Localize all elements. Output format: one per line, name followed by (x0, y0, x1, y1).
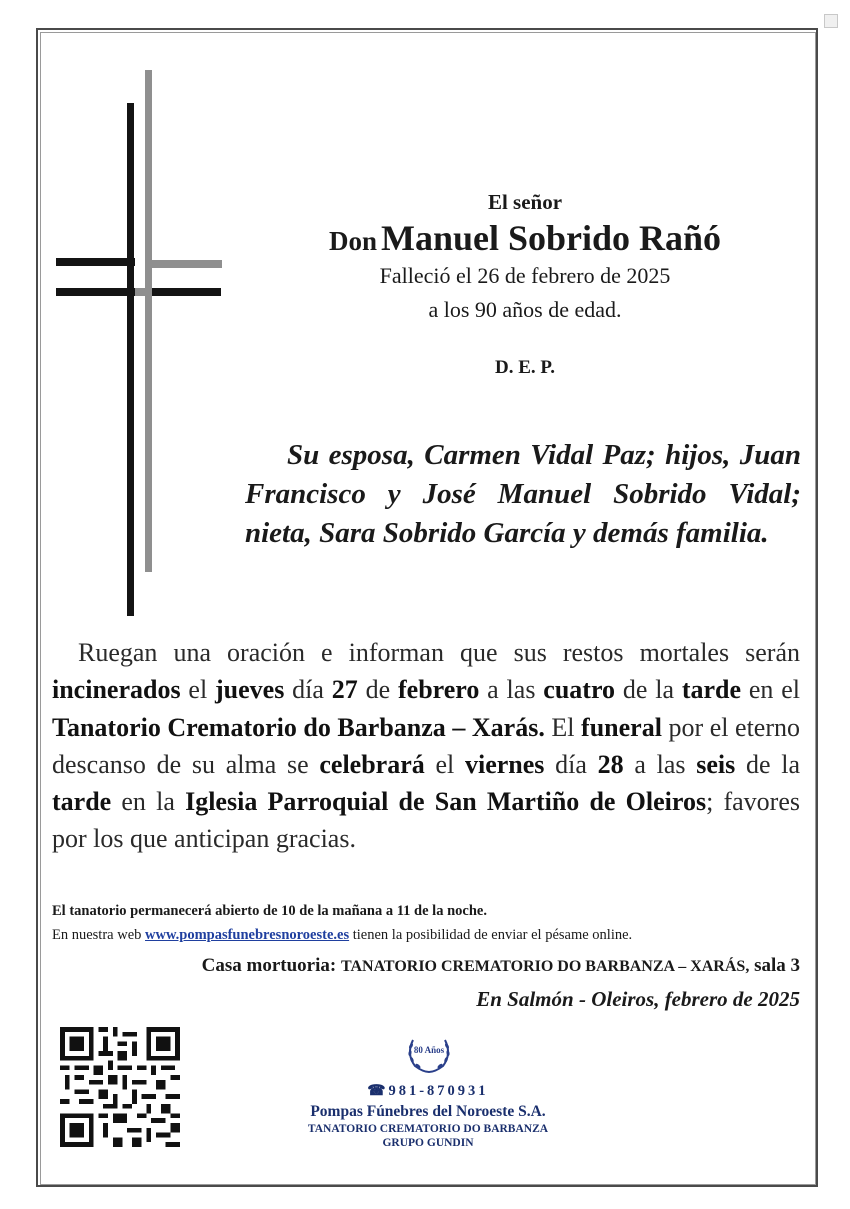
text-run: día (284, 675, 332, 705)
page-corner-marker (824, 14, 838, 28)
web-note-prefix: En nuestra web (52, 927, 146, 943)
casa-room: sala 3 (749, 955, 800, 976)
text-run-bold: tarde (681, 675, 742, 705)
text-run-bold: funeral (581, 712, 662, 742)
family-text: Su esposa, Carmen Vidal Paz; hijos, Juan Francisco y José Manuel Sobrido Vidal; nieta, Sara Sobrido García y demás familia. (245, 439, 801, 549)
text-run-bold: jueves (215, 675, 285, 705)
cross-gray-horizontal (145, 260, 222, 268)
full-name: Manuel Sobrido Rañó (380, 218, 722, 258)
text-run: el (424, 749, 465, 779)
place-date: En Salmón - Oleiros, febrero de 2025 (476, 987, 800, 1011)
company-name: Pompas Fúnebres del Noroeste S.A. (310, 1103, 546, 1120)
web-note-suffix: tienen la posibilidad de enviar el pésame online. (349, 927, 633, 943)
qr-code-icon (60, 1027, 180, 1147)
text-run-bold: 28 (597, 749, 624, 779)
cross-black-upper-arm (56, 258, 135, 266)
text-run: el (180, 675, 216, 705)
text-run-bold: cuatro (543, 675, 616, 705)
family-list (245, 436, 801, 553)
age: a los 90 años de edad. (428, 297, 622, 322)
cross-gray-vertical (145, 70, 152, 572)
casa-venue: TANATORIO CREMATORIO DO BARBANZA – XARÁS, (340, 958, 750, 975)
logo-text: 80 Años (413, 1045, 445, 1055)
text-run: de la (615, 675, 682, 705)
text-run: en la (111, 787, 186, 817)
company-footer (258, 1083, 598, 1149)
deceased-header (250, 190, 800, 379)
website-link[interactable]: www.pompasfunebresnoroeste.es (145, 927, 350, 943)
funeral-home-line (202, 955, 800, 977)
text-run: por el eterno descanso de su alma se (52, 712, 800, 779)
opening-hours-note: El tanatorio permanecerá abierto de 10 de la mañana a 11 de la noche. (52, 903, 487, 919)
text-run: a las (479, 675, 544, 705)
cross-gray-lower-arm (135, 288, 152, 296)
casa-label: Casa mortuoria: (201, 955, 341, 976)
ceremony-paragraph (52, 634, 800, 858)
tanatorio-name: TANATORIO CREMATORIO DO BARBANZA (307, 1123, 549, 1135)
death-date: Falleció el 26 de febrero de 2025 (379, 263, 671, 288)
web-note (52, 927, 632, 944)
anniversary-logo-icon (403, 1032, 455, 1074)
text-run-bold: 27 (331, 675, 358, 705)
text-run-bold: tarde (52, 787, 112, 817)
text-run-bold: Iglesia Parroquial de San Martiño de Oleiros (185, 787, 707, 817)
text-run: de la (735, 749, 801, 779)
dep-label: D. E. P. (494, 357, 555, 378)
cross-black-vertical (127, 103, 134, 616)
text-run: ; favores por los que anticipan gracias. (52, 787, 800, 854)
text-run: Ruegan una oración e informan que sus restos mortales serán (78, 638, 800, 667)
honorific: Don (328, 226, 377, 256)
text-run: en el (741, 675, 801, 705)
text-run-bold: Tanatorio Crematorio do Barbanza – Xarás. (52, 712, 545, 742)
text-run: día (544, 749, 598, 779)
text-run: de (357, 675, 398, 705)
text-run: El (544, 712, 582, 742)
text-run-bold: incinerados (52, 675, 181, 705)
text-run-bold: seis (696, 749, 736, 779)
text-run-bold: febrero (398, 675, 480, 705)
group-name: GRUPO GUNDIN (382, 1137, 474, 1149)
phone-number: ☎981-870931 (367, 1083, 489, 1099)
text-run: a las (623, 749, 697, 779)
text-run-bold: celebrará (319, 749, 425, 779)
text-run-bold: viernes (464, 749, 545, 779)
deceased-name (250, 217, 800, 259)
title-prefix: El señor (487, 190, 563, 214)
